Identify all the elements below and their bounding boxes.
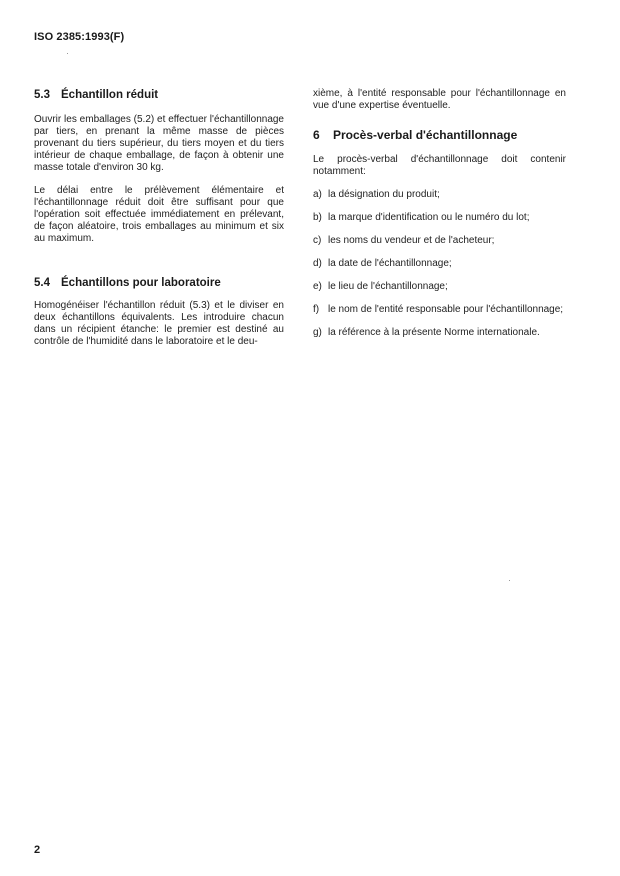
list-item — [313, 258, 566, 270]
list-item-text: le nom de l'entité responsable pour l'échantillonnage; — [328, 304, 564, 315]
section-5-4-heading — [34, 276, 284, 290]
list-item-text: la référence à la présente Norme internationale. — [328, 327, 540, 338]
section-5-3-heading — [34, 88, 284, 102]
continued-paragraph: xième, à l'entité responsable pour l'échantillonnage en vue d'une expertise éventuelle. — [313, 88, 566, 111]
section-title: Échantillon réduit — [61, 89, 159, 101]
list-item — [313, 327, 566, 339]
right-column — [313, 88, 566, 350]
list-marker: e) — [313, 281, 322, 292]
list-item — [313, 189, 566, 201]
list-marker: f) — [313, 304, 320, 315]
section-number: 5.4 — [34, 277, 50, 289]
document-header: ISO 2385:1993(F) — [34, 31, 125, 43]
scan-speck — [67, 53, 68, 54]
list-item-text: la désignation du produit; — [328, 189, 440, 200]
list-item-text: la date de l'échantillonnage; — [328, 258, 452, 269]
list-item — [313, 212, 566, 224]
list-marker: b) — [313, 212, 322, 223]
paragraph: Ouvrir les emballages (5.2) et effectuer l'échantillonnage par tiers, en prenant la même masse de pièces provenant du tiers supérieur, du tiers moyen et du tiers intérieur de chaque emballage, de façon à obtenir une masse totale d'environ 30 kg. — [34, 114, 284, 173]
list-marker: g) — [313, 327, 322, 338]
section-number: 5.3 — [34, 89, 50, 101]
left-column — [34, 88, 284, 348]
page-number: 2 — [34, 844, 41, 856]
section-number: 6 — [313, 128, 320, 142]
list-item — [313, 235, 566, 247]
list-marker: a) — [313, 189, 322, 200]
intro-paragraph: Le procès-verbal d'échantillonnage doit contenir notamment: — [313, 154, 566, 177]
paragraph: Le délai entre le prélèvement élémentaire et l'échantillonnage réduit doit être suffisant pour que l'opération soit effectuée immédiatement en prélevant, de façon aléatoire, trois emballages au minimum et six au maximum. — [34, 185, 284, 244]
paragraph: Homogénéiser l'échantillon réduit (5.3) et le diviser en deux échantillons équivalents. Les introduire chacun dans un récipient étanche: le premier est destiné au contrôle de l'humidité dans le laboratoire et le deu- — [34, 300, 284, 347]
list-item-text: le lieu de l'échantillonnage; — [328, 281, 448, 292]
list-item-text: la marque d'identification ou le numéro du lot; — [328, 212, 530, 223]
scan-speck — [509, 580, 510, 581]
list-item — [313, 281, 566, 293]
list-item-text: les noms du vendeur et de l'acheteur; — [328, 235, 495, 246]
list-item — [313, 304, 566, 316]
list-marker: d) — [313, 258, 322, 269]
section-6-heading — [313, 128, 566, 142]
report-items-list — [313, 189, 566, 339]
list-marker: c) — [313, 235, 322, 246]
section-title: Échantillons pour laboratoire — [61, 277, 221, 289]
section-title: Procès-verbal d'échantillonnage — [333, 128, 518, 142]
